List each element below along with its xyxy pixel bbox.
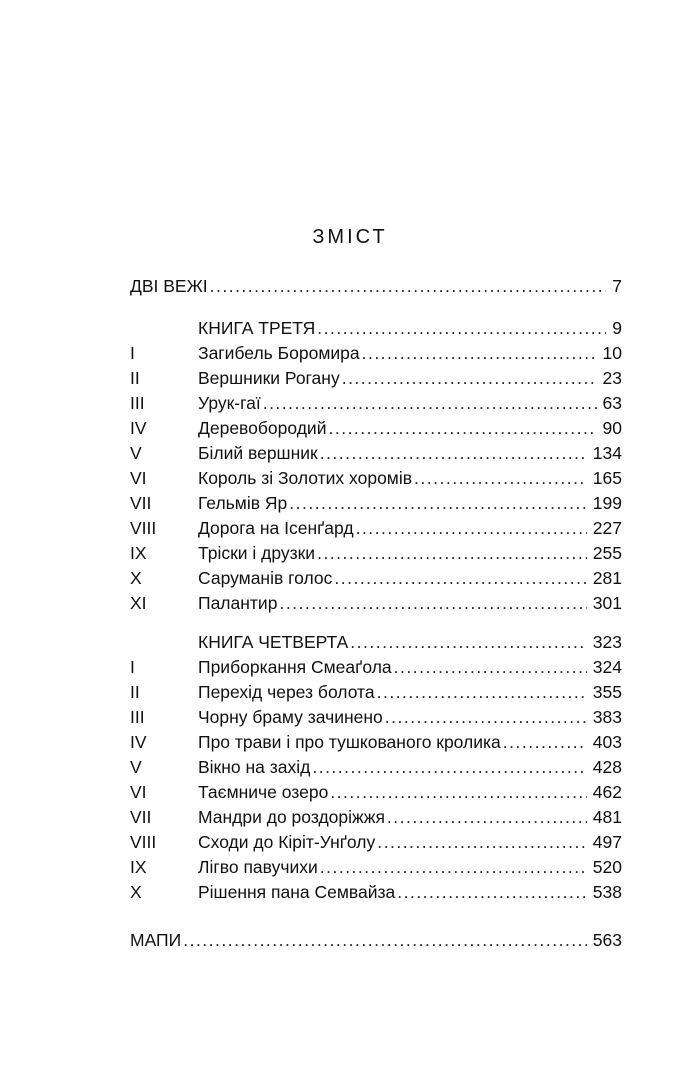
entry-label: ДВІ ВЕЖІ	[130, 276, 208, 296]
dot-leader	[263, 391, 597, 415]
chapter-number: II	[130, 368, 140, 388]
dot-leader	[183, 928, 587, 952]
chapter-title: Король зі Золотих хоромів	[198, 468, 413, 488]
dot-leader	[350, 630, 587, 654]
chapter-page: 462	[592, 782, 622, 802]
dot-leader	[356, 516, 587, 540]
chapter-entry[interactable]	[130, 730, 622, 754]
chapter-entry[interactable]	[130, 805, 622, 829]
chapter-entry[interactable]	[130, 366, 622, 390]
dot-leader	[317, 541, 587, 565]
chapter-page: 324	[592, 657, 622, 677]
entry-page: 7	[612, 276, 622, 296]
chapter-title: Приборкання Смеаґола	[198, 657, 392, 677]
dot-leader	[362, 341, 597, 365]
dot-leader	[312, 755, 586, 779]
chapter-entry[interactable]	[130, 755, 622, 779]
chapter-number: IX	[130, 543, 147, 563]
chapter-page: 520	[592, 857, 622, 877]
chapter-page: 63	[602, 393, 622, 413]
toc-entry-maps[interactable]	[130, 928, 622, 952]
chapter-title: Чорну браму зачинено	[198, 707, 383, 727]
chapter-title: Мандри до роздоріжжя	[198, 807, 385, 827]
dot-leader	[385, 705, 587, 729]
chapter-page: 383	[592, 707, 622, 727]
chapter-entry[interactable]	[130, 341, 622, 365]
chapter-page: 301	[592, 593, 622, 613]
page-title: ЗМІСТ	[312, 226, 388, 248]
chapter-page: 165	[592, 468, 622, 488]
chapter-title: Лігво павучихи	[198, 857, 318, 877]
chapter-page: 255	[592, 543, 622, 563]
chapter-entry[interactable]	[130, 780, 622, 804]
chapter-entry[interactable]	[130, 680, 622, 704]
chapter-number: V	[130, 443, 142, 463]
chapter-title: Рішення пана Семвайза	[198, 882, 396, 902]
chapter-title: Вершники Рогану	[198, 368, 340, 388]
chapter-page: 199	[592, 493, 622, 513]
chapter-entry[interactable]	[130, 855, 622, 879]
chapter-entry[interactable]	[130, 541, 622, 565]
dot-leader	[397, 880, 587, 904]
chapter-number: VI	[130, 468, 147, 488]
chapter-title: Білий вершник	[198, 443, 318, 463]
chapter-number: IV	[130, 418, 147, 438]
dot-leader	[317, 316, 606, 340]
chapter-title: Гельмів Яр	[198, 493, 288, 513]
chapter-title: Таємниче озеро	[198, 782, 329, 802]
toc-entry-book-4[interactable]	[198, 630, 622, 654]
chapter-page: 403	[592, 732, 622, 752]
chapter-number: I	[130, 657, 135, 677]
dot-leader	[320, 441, 587, 465]
chapter-number: II	[130, 682, 140, 702]
chapter-page: 281	[592, 568, 622, 588]
chapter-page: 355	[592, 682, 622, 702]
chapter-page: 10	[602, 343, 622, 363]
chapter-title: Дорога на Ісенґард	[198, 518, 354, 538]
chapter-entry[interactable]	[130, 880, 622, 904]
dot-leader	[377, 680, 587, 704]
chapter-title: Загибель Боромира	[198, 343, 360, 363]
chapter-page: 134	[592, 443, 622, 463]
dot-leader	[328, 416, 596, 440]
chapter-number: IV	[130, 732, 147, 752]
dot-leader	[320, 855, 587, 879]
chapter-title: Сходи до Кіріт-Унґолу	[198, 832, 376, 852]
chapter-page: 227	[592, 518, 622, 538]
chapter-entry[interactable]	[130, 516, 622, 540]
chapter-entry[interactable]	[130, 416, 622, 440]
dot-leader	[394, 655, 587, 679]
entry-page: 323	[592, 632, 622, 652]
chapter-title: Палантир	[198, 593, 278, 613]
chapter-entry[interactable]	[130, 566, 622, 590]
chapter-page: 90	[602, 418, 622, 438]
chapter-title: Саруманів голос	[198, 568, 333, 588]
chapter-number: X	[130, 568, 142, 588]
chapter-entry[interactable]	[130, 830, 622, 854]
chapter-entry[interactable]	[130, 391, 622, 415]
chapter-title: Тріски і друзки	[198, 543, 316, 563]
chapter-title: Перехід через болота	[198, 682, 375, 702]
dot-leader	[387, 805, 587, 829]
dot-leader	[342, 366, 597, 390]
dot-leader	[289, 491, 587, 515]
chapter-number: X	[130, 882, 142, 902]
entry-page: 9	[612, 318, 622, 338]
chapter-number: III	[130, 707, 145, 727]
dot-leader	[330, 780, 586, 804]
toc-entry-book-3[interactable]	[198, 316, 622, 340]
chapter-entry[interactable]	[130, 466, 622, 490]
chapter-entry[interactable]	[130, 491, 622, 515]
entry-label: МАПИ	[130, 930, 182, 950]
dot-leader	[279, 591, 586, 615]
chapter-number: V	[130, 757, 142, 777]
chapter-entry[interactable]	[130, 441, 622, 465]
chapter-page: 23	[602, 368, 622, 388]
chapter-number: VII	[130, 493, 152, 513]
dot-leader	[503, 730, 587, 754]
chapter-page: 497	[592, 832, 622, 852]
chapter-entry[interactable]	[130, 591, 622, 615]
dot-leader	[210, 274, 606, 298]
chapter-number: VI	[130, 782, 147, 802]
chapter-page: 538	[592, 882, 622, 902]
entry-page: 563	[592, 930, 622, 950]
chapter-page: 481	[592, 807, 622, 827]
chapter-title: Про трави і про тушкованого кролика	[198, 732, 501, 752]
chapter-number: VIII	[130, 832, 157, 852]
dot-leader	[334, 566, 586, 590]
chapter-number: I	[130, 343, 135, 363]
dot-leader	[414, 466, 587, 490]
chapter-number: IX	[130, 857, 147, 877]
chapter-number: XI	[130, 593, 147, 613]
chapter-entry[interactable]	[130, 655, 622, 679]
chapter-title: Деревобородий	[198, 418, 327, 438]
chapter-number: III	[130, 393, 145, 413]
entry-label: КНИГА ТРЕТЯ	[198, 318, 316, 338]
chapter-page: 428	[592, 757, 622, 777]
chapter-entry[interactable]	[130, 705, 622, 729]
chapter-title: Вікно на захід	[198, 757, 311, 777]
chapter-number: VIII	[130, 518, 157, 538]
entry-label: КНИГА ЧЕТВЕРТА	[198, 632, 349, 652]
dot-leader	[377, 830, 587, 854]
chapter-title: Урук-гаї	[198, 393, 261, 413]
chapter-number: VII	[130, 807, 152, 827]
toc-entry-part[interactable]	[130, 274, 622, 298]
